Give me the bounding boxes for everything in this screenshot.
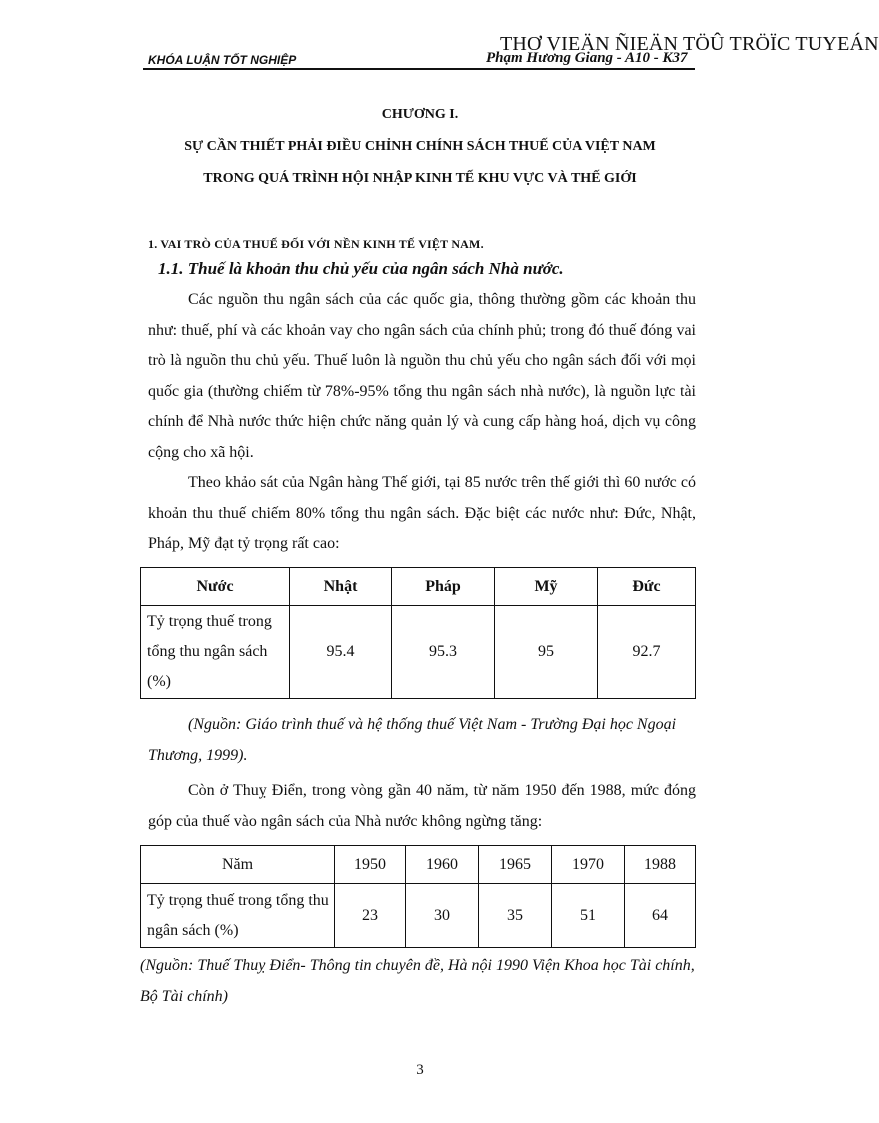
- table-header-cell: 1960: [406, 846, 479, 884]
- table-header-cell: 1970: [552, 846, 625, 884]
- table-cell: 30: [406, 884, 479, 948]
- table-cell: 64: [625, 884, 696, 948]
- chapter-title: CHƯƠNG I.: [381, 107, 459, 122]
- table-cell: 95.4: [290, 606, 392, 699]
- table-cell: 95: [495, 606, 598, 699]
- table-header-cell: 1965: [479, 846, 552, 884]
- chapter-subtitle-line2: TRONG QUÁ TRÌNH HỘI NHẬP KINH TẾ KHU VỰC VÀ THẾ GIỚI: [203, 171, 637, 186]
- table-cell: 23: [335, 884, 406, 948]
- paragraph-1: [148, 285, 696, 468]
- table-row-label: Tỷ trọng thuế trong tổng thu ngân sách (%): [141, 884, 335, 948]
- paragraph-1-text: Các nguồn thu ngân sách của các quốc gia, thông thường gồm các khoản thu như: thuế, phí và các khoản vay cho ngân sách của chính phủ; trong đó thuế đóng vai trò là nguồn thu chủ yếu. Thuế luôn là nguồn thu chủ yếu cho ngân sách đối với mọi quốc gia (thường chiếm từ 78%-95% tổng thu ngân sách nhà nước), là nguồn lực tài chính để Nhà nước thức hiện chức năng quản lý và cung cấp hàng hoá, dịch vụ công cộng cho xã hội.: [148, 291, 696, 461]
- table-cell: 51: [552, 884, 625, 948]
- paragraph-3: [148, 776, 696, 837]
- paragraph-2-text: Theo khảo sát của Ngân hàng Thế giới, tại 85 nước trên thế giới thì 60 nước có khoản thu thuế chiếm 80% tổng thu ngân sách. Đặc biệt các nước như: Đức, Nhật, Pháp, Mỹ đạt tỷ trọng rất cao:: [148, 474, 696, 552]
- table-header-cell: Pháp: [392, 568, 495, 606]
- table-header-cell: Năm: [141, 846, 335, 884]
- paragraph-3-text: Còn ở Thuỵ Điển, trong vòng gần 40 năm, từ năm 1950 đến 1988, mức đóng góp của thuế vào ngân sách của Nhà nước không ngừng tăng:: [148, 782, 696, 830]
- table2-source: (Nguồn: Thuế Thuỵ Điển- Thông tin chuyên đề, Hà nội 1990 Viện Khoa học Tài chính, Bộ Tài chính): [140, 957, 695, 1005]
- header-rule: [143, 68, 695, 70]
- header-left-title: KHÓA LUẬN TỐT NGHIỆP: [148, 53, 297, 67]
- table-header-cell: 1988: [625, 846, 696, 884]
- table-header-cell: Mỹ: [495, 568, 598, 606]
- watermark-text: THƠ VIEÄN ÑIEÄN TÖÛ TRÖÏC TUYEÁN: [500, 33, 879, 55]
- subsection-heading: 1.1. Thuế là khoản thu chủ yếu của ngân sách Nhà nước.: [158, 259, 564, 278]
- table-header-cell: Đức: [598, 568, 696, 606]
- table1-source: (Nguồn: Giáo trình thuế và hệ thống thuế Việt Nam - Trường Đại học Ngoại Thương, 1999).: [148, 716, 677, 764]
- page-number: 3: [416, 1062, 424, 1078]
- table-cell: 95.3: [392, 606, 495, 699]
- table-row: [141, 884, 696, 948]
- table-header-cell: Nhật: [290, 568, 392, 606]
- table-header-row: [141, 568, 696, 606]
- table-cell: 35: [479, 884, 552, 948]
- paragraph-2: [148, 468, 696, 560]
- table-header-cell: Nước: [141, 568, 290, 606]
- tax-share-by-country-table: [140, 567, 696, 699]
- section-heading: 1. VAI TRÒ CỦA THUẾ ĐỐI VỚI NỀN KINH TẾ VIỆT NAM.: [148, 237, 484, 251]
- header-author: Phạm Hương Giang - A10 - K37: [486, 50, 688, 66]
- table-row: [141, 606, 696, 699]
- table-header-cell: 1950: [335, 846, 406, 884]
- chapter-subtitle-line1: SỰ CẦN THIẾT PHẢI ĐIỀU CHỈNH CHÍNH SÁCH THUẾ CỦA VIỆT NAM: [184, 139, 656, 154]
- table-row-label: Tỷ trọng thuế trong tổng thu ngân sách (%): [141, 606, 290, 699]
- sweden-tax-share-table: [140, 845, 696, 948]
- table-cell: 92.7: [598, 606, 696, 699]
- table-header-row: [141, 846, 696, 884]
